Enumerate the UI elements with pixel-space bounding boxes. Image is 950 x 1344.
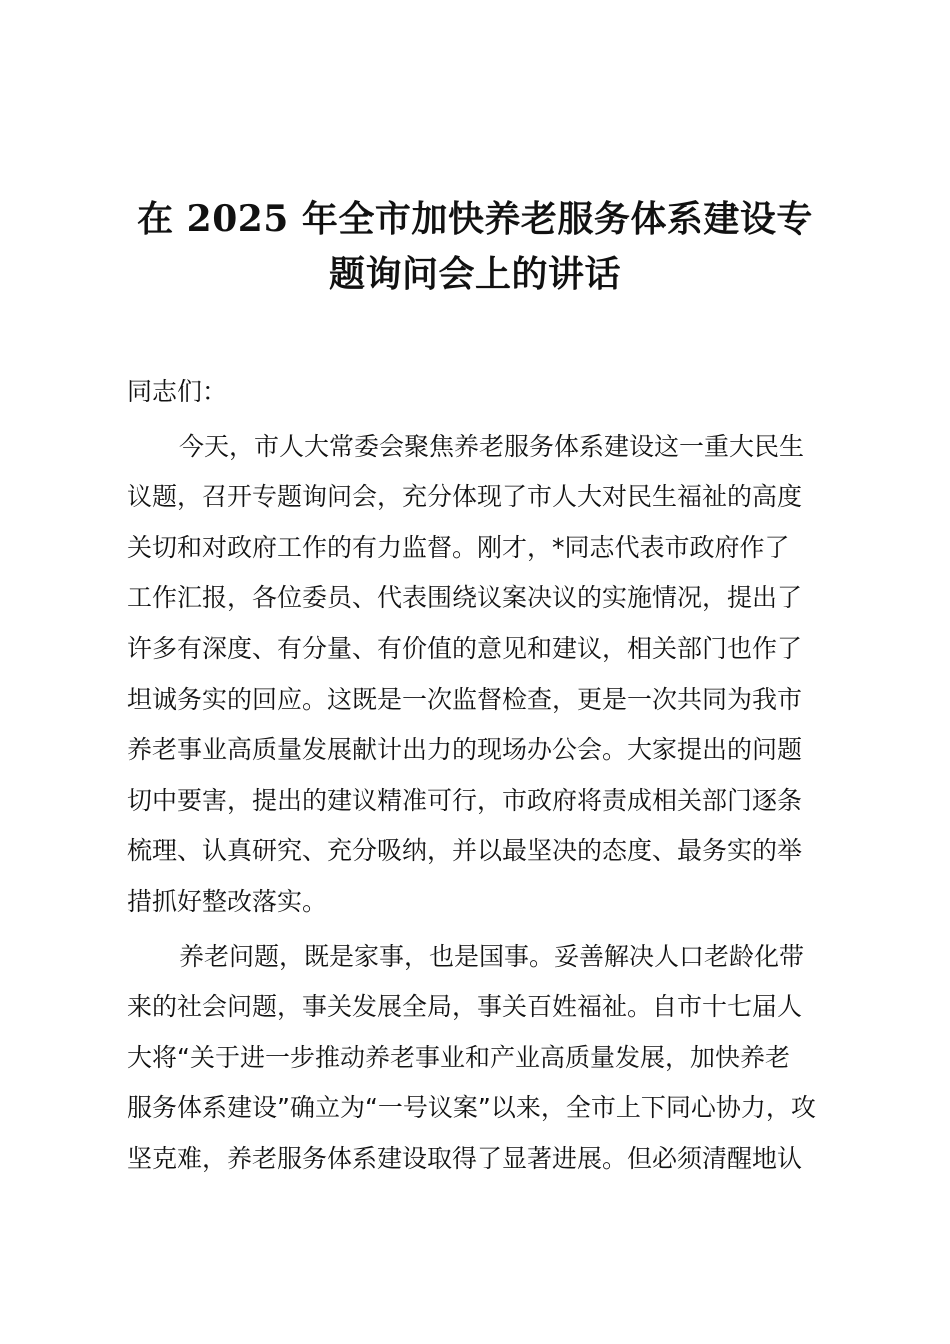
- paragraph-line: 服务体系建设”确立为“一号议案”以来，全市上下同心协力，攻: [127, 1093, 816, 1123]
- document-body: [127, 367, 823, 1185]
- paragraph-line: 措抓好整改落实。: [127, 886, 328, 916]
- paragraph-line: 议题，召开专题询问会，充分体现了市人大对民生福祉的高度: [127, 482, 803, 512]
- paragraph-line: 养老事业高质量发展献计出力的现场办公会。大家提出的问题: [127, 735, 803, 765]
- title-line-1: 在 2025 年全市加快养老服务体系建设专: [137, 198, 813, 240]
- paragraph-line: 坦诚务实的回应。这既是一次监督检查，更是一次共同为我市: [127, 684, 803, 714]
- document-title: [120, 192, 830, 302]
- paragraph-1: [127, 422, 823, 928]
- paragraph-line: 梳理、认真研究、充分吸纳，并以最坚决的态度、最务实的举: [127, 836, 803, 866]
- salutation: 同志们：: [127, 377, 228, 406]
- paragraph-2: [127, 932, 823, 1185]
- paragraph-line: 许多有深度、有分量、有价值的意见和建议，相关部门也作了: [127, 633, 803, 663]
- paragraph-line: 关切和对政府工作的有力监督。刚才，*同志代表市政府作了: [127, 532, 790, 562]
- paragraph-line: 养老问题，既是家事，也是国事。妥善解决人口老龄化带: [179, 941, 805, 971]
- paragraph-line: 工作汇报，各位委员、代表围绕议案决议的实施情况，提出了: [127, 583, 803, 613]
- paragraph-line: 来的社会问题，事关发展全局，事关百姓福祉。自市十七届人: [127, 992, 803, 1022]
- paragraph-line: 今天，市人大常委会聚焦养老服务体系建设这一重大民生: [179, 431, 805, 461]
- paragraph-line: 坚克难，养老服务体系建设取得了显著进展。但必须清醒地认: [127, 1143, 803, 1173]
- title-line-2: 题询问会上的讲话: [328, 253, 621, 295]
- paragraph-line: 切中要害，提出的建议精准可行，市政府将责成相关部门逐条: [127, 785, 803, 815]
- paragraph-line: 大将“关于进一步推动养老事业和产业高质量发展，加快养老: [127, 1042, 790, 1072]
